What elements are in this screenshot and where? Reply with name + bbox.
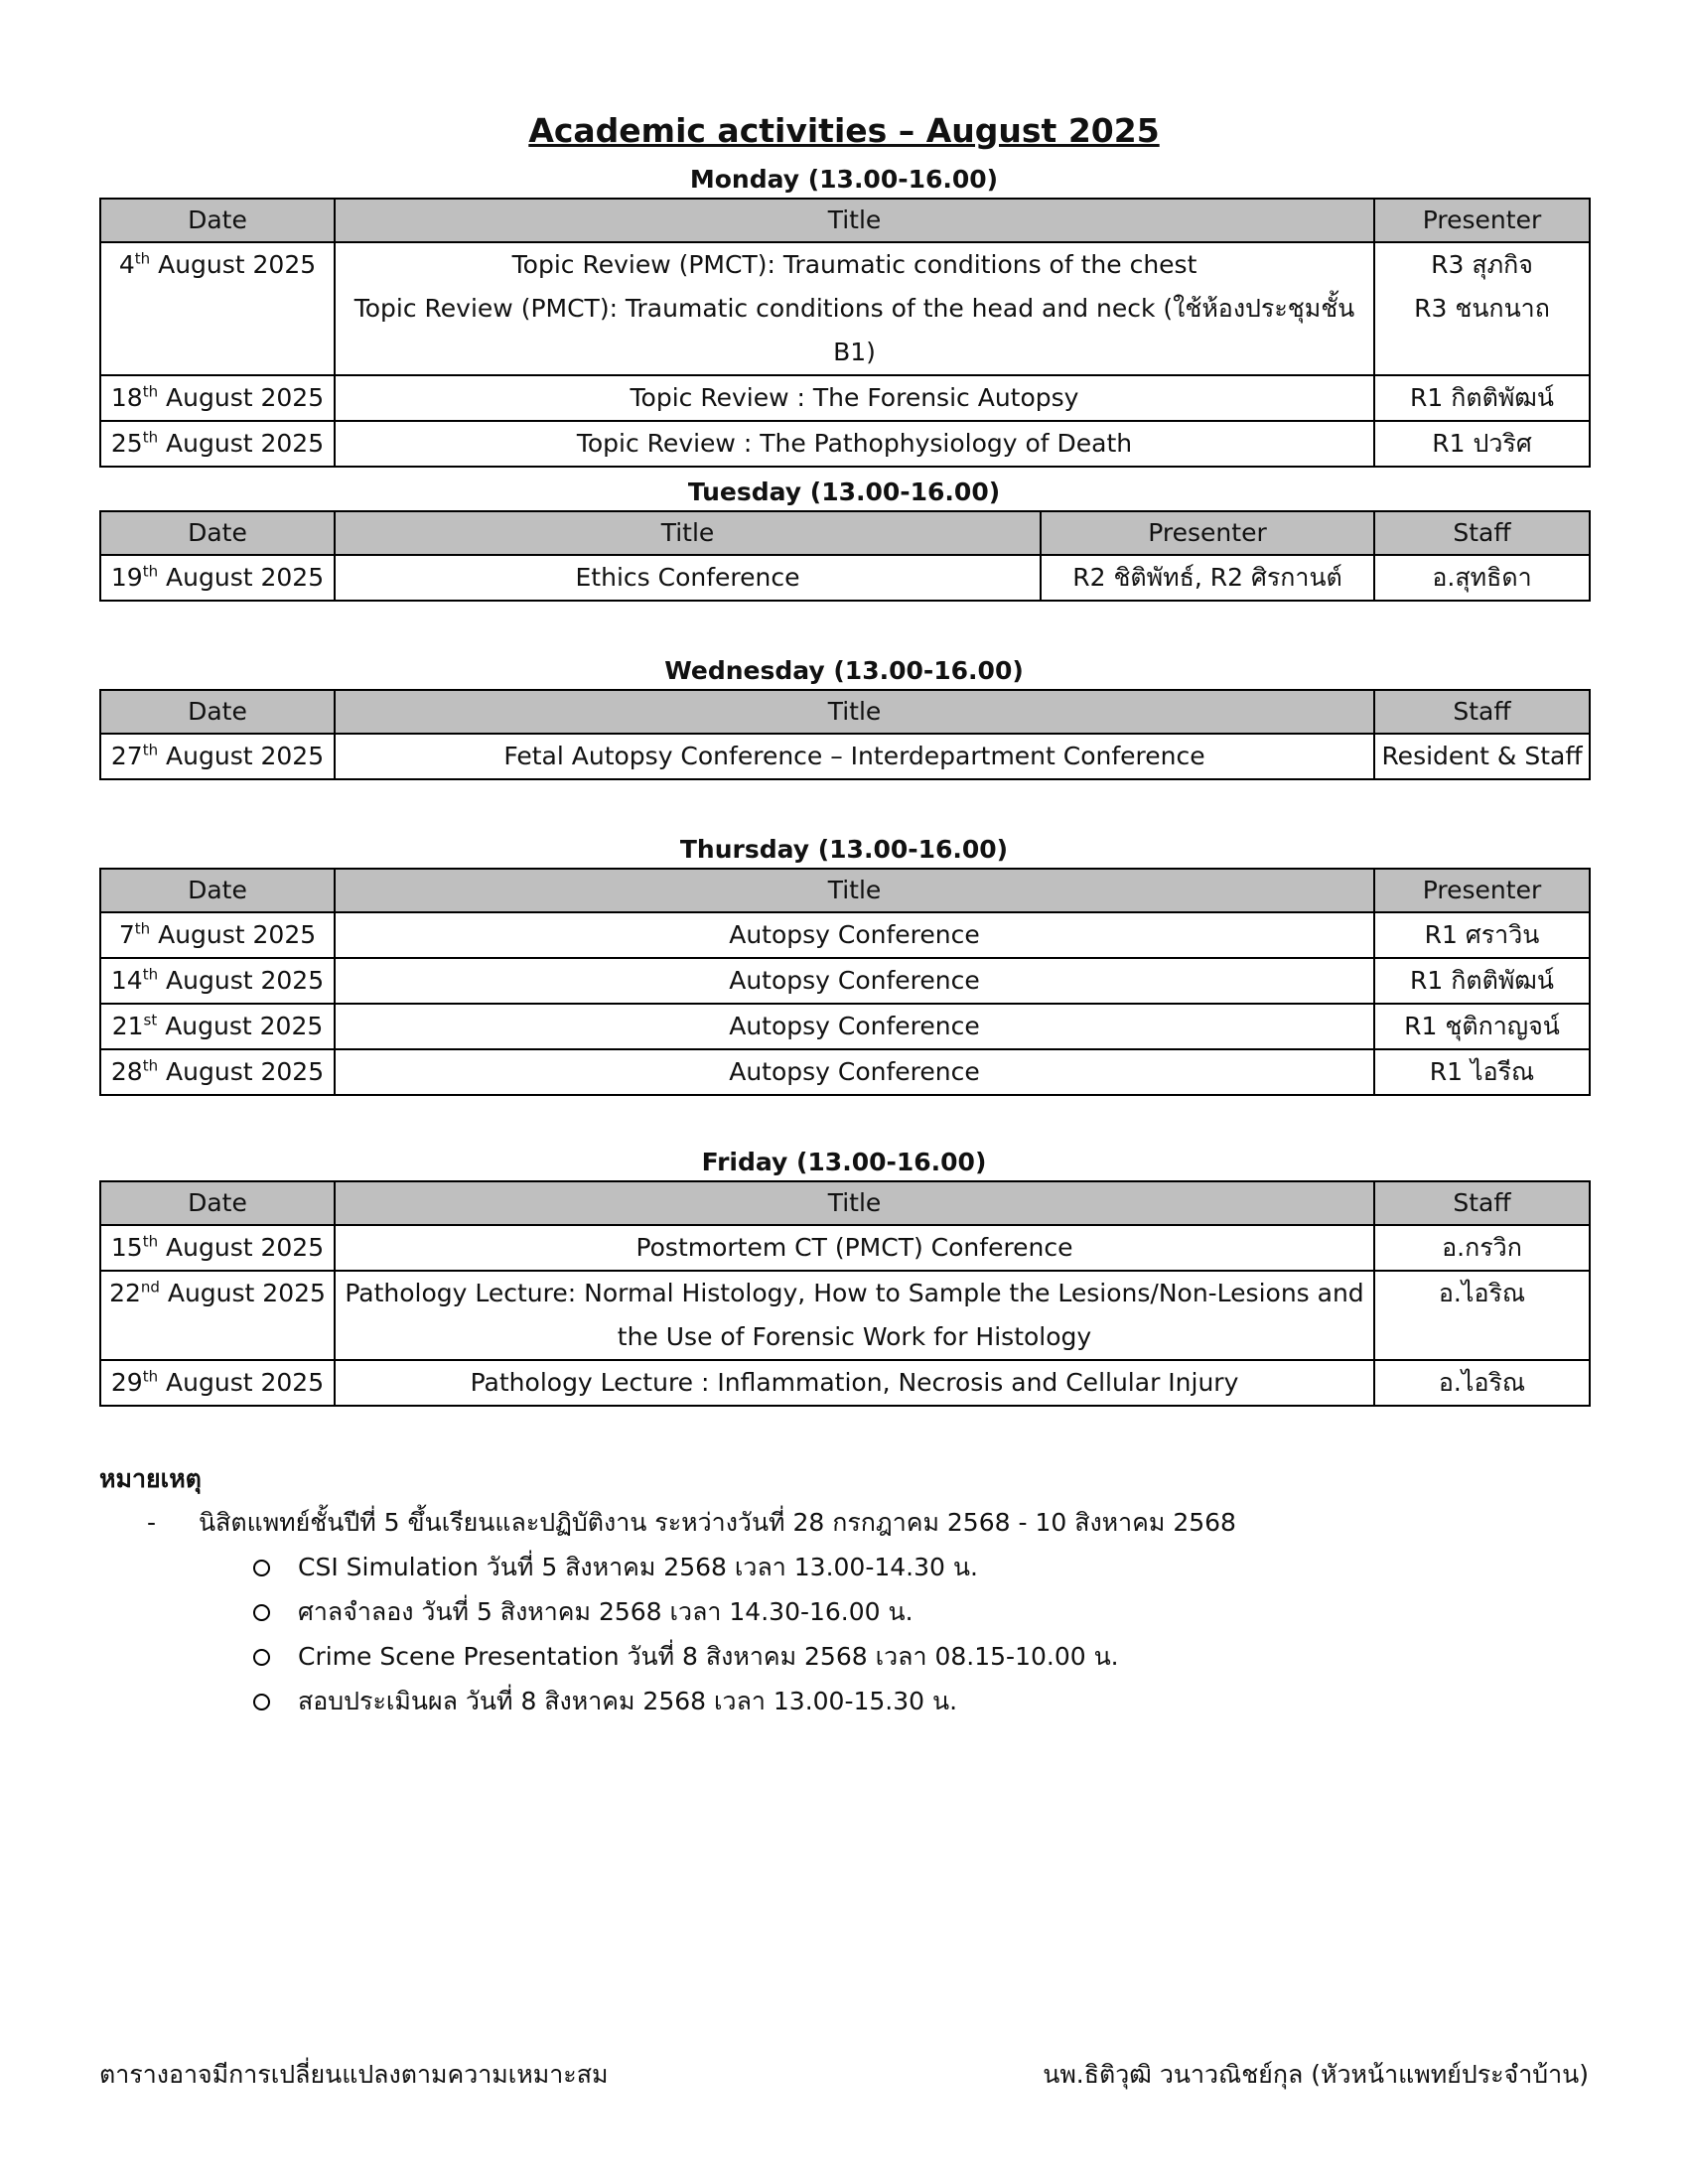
column-header-staff: Staff <box>1374 690 1590 734</box>
table-row <box>100 555 1590 601</box>
table-row <box>100 1049 1590 1095</box>
tuesday-table <box>99 510 1591 602</box>
circle-bullet-icon <box>253 1649 270 1666</box>
friday-section <box>99 1145 1589 1407</box>
note-sub-list <box>99 1545 1589 1723</box>
column-header-staff: Staff <box>1374 511 1590 555</box>
title-cell: Fetal Autopsy Conference – Interdepartment Conference <box>335 734 1374 779</box>
date-cell: 29th August 2025 <box>100 1360 335 1406</box>
column-header-title: Title <box>335 1181 1374 1225</box>
date-cell: 19th August 2025 <box>100 555 335 601</box>
staff-cell: อ.ไอริณ <box>1374 1360 1590 1406</box>
date-cell: 25th August 2025 <box>100 421 335 467</box>
presenter-cell: R1 ชุติกาญจน์ <box>1374 1004 1590 1049</box>
wednesday-heading: Wednesday (13.00-16.00) <box>664 656 1024 685</box>
title-cell: Autopsy Conference <box>335 958 1374 1004</box>
wednesday-section <box>99 653 1589 780</box>
thursday-heading: Thursday (13.00-16.00) <box>679 835 1009 864</box>
table-row <box>100 242 1590 375</box>
presenter-cell: R3 สุภกิจ R3 ชนกนาถ <box>1374 242 1590 375</box>
date-cell: 27th August 2025 <box>100 734 335 779</box>
date-cell: 4th August 2025 <box>100 242 335 375</box>
friday-table <box>99 1180 1591 1407</box>
title-cell: Topic Review (PMCT): Traumatic conditions of the chest Topic Review (PMCT): Traumatic conditions of the head and neck (ใช้ห้องประชุมชั้น B1) <box>335 242 1374 375</box>
table-row <box>100 912 1590 958</box>
staff-cell: Resident & Staff <box>1374 734 1590 779</box>
title-cell: Autopsy Conference <box>335 912 1374 958</box>
footer-note: ตารางอาจมีการเปลี่ยนแปลงตามความเหมาะสม <box>99 2060 609 2089</box>
thursday-section <box>99 832 1589 1096</box>
circle-bullet-icon <box>253 1694 270 1710</box>
note-main-item <box>99 1501 1589 1545</box>
title-cell: Pathology Lecture: Normal Histology, How to Sample the Lesions/Non-Lesions and the Use of Forensic Work for Histology <box>335 1271 1374 1360</box>
date-cell: 15th August 2025 <box>100 1225 335 1271</box>
column-header-title: Title <box>335 199 1374 242</box>
title-cell: Pathology Lecture : Inflammation, Necrosis and Cellular Injury <box>335 1360 1374 1406</box>
list-item: Crime Scene Presentation วันที่ 8 สิงหาคม 2568 เวลา 08.15-10.00 น. <box>99 1634 1589 1679</box>
column-header-presenter: Presenter <box>1374 199 1590 242</box>
staff-cell: อ.กรวิก <box>1374 1225 1590 1271</box>
date-cell: 28th August 2025 <box>100 1049 335 1095</box>
table-header-row <box>100 869 1590 912</box>
table-header-row <box>100 199 1590 242</box>
date-cell: 22nd August 2025 <box>100 1271 335 1360</box>
notes-heading: หมายเหตุ <box>99 1464 202 1493</box>
column-header-date: Date <box>100 199 335 242</box>
column-header-date: Date <box>100 690 335 734</box>
notes-section <box>99 1457 1589 1723</box>
monday-section <box>99 162 1589 468</box>
date-cell: 21st August 2025 <box>100 1004 335 1049</box>
dash-bullet: - <box>147 1508 157 1537</box>
column-header-presenter: Presenter <box>1041 511 1374 555</box>
thursday-table <box>99 868 1591 1096</box>
presenter-cell: R1 ไอรีณ <box>1374 1049 1590 1095</box>
date-cell: 18th August 2025 <box>100 375 335 421</box>
presenter-cell: R1 กิตติพัฒน์ <box>1374 958 1590 1004</box>
column-header-date: Date <box>100 869 335 912</box>
table-row <box>100 1360 1590 1406</box>
tuesday-heading: Tuesday (13.00-16.00) <box>687 478 1001 506</box>
title-cell: Ethics Conference <box>335 555 1041 601</box>
presenter-cell: R1 กิตติพัฒน์ <box>1374 375 1590 421</box>
staff-cell: อ.สุทธิดา <box>1374 555 1590 601</box>
table-row <box>100 1225 1590 1271</box>
list-item: CSI Simulation วันที่ 5 สิงหาคม 2568 เวลา 13.00-14.30 น. <box>99 1545 1589 1589</box>
presenter-cell: R1 ศราวิน <box>1374 912 1590 958</box>
title-cell: Topic Review : The Pathophysiology of Death <box>335 421 1374 467</box>
table-row <box>100 421 1590 467</box>
monday-heading: Monday (13.00-16.00) <box>689 165 999 194</box>
title-cell: Autopsy Conference <box>335 1004 1374 1049</box>
table-row <box>100 1004 1590 1049</box>
table-header-row <box>100 690 1590 734</box>
column-header-title: Title <box>335 869 1374 912</box>
table-row <box>100 734 1590 779</box>
date-cell: 7th August 2025 <box>100 912 335 958</box>
column-header-date: Date <box>100 511 335 555</box>
list-item: ศาลจำลอง วันที่ 5 สิงหาคม 2568 เวลา 14.30-16.00 น. <box>99 1589 1589 1634</box>
date-cell: 14th August 2025 <box>100 958 335 1004</box>
circle-bullet-icon <box>253 1560 270 1576</box>
footer-signature: นพ.ธิติวุฒิ วนาวณิชย์กุล (หัวหน้าแพทย์ประจำบ้าน) <box>1043 2060 1589 2089</box>
staff-cell: อ.ไอริณ <box>1374 1271 1590 1360</box>
title-cell: Topic Review : The Forensic Autopsy <box>335 375 1374 421</box>
wednesday-table <box>99 689 1591 780</box>
presenter-cell: R2 ชิติพัทธ์, R2 ศิรกานต์ <box>1041 555 1374 601</box>
table-header-row <box>100 1181 1590 1225</box>
table-row <box>100 958 1590 1004</box>
column-header-title: Title <box>335 690 1374 734</box>
column-header-staff: Staff <box>1374 1181 1590 1225</box>
tuesday-section <box>99 475 1589 602</box>
presenter-cell: R1 ปวริศ <box>1374 421 1590 467</box>
column-header-date: Date <box>100 1181 335 1225</box>
friday-heading: Friday (13.00-16.00) <box>701 1148 987 1176</box>
table-row <box>100 375 1590 421</box>
column-header-presenter: Presenter <box>1374 869 1590 912</box>
title-cell: Autopsy Conference <box>335 1049 1374 1095</box>
monday-table <box>99 198 1591 468</box>
note-main-text: นิสิตแพทย์ชั้นปีที่ 5 ขึ้นเรียนและปฏิบัติงาน ระหว่างวันที่ 28 กรกฎาคม 2568 - 10 สิงหาคม 2568 <box>199 1508 1236 1537</box>
table-row <box>100 1271 1590 1360</box>
title-cell: Postmortem CT (PMCT) Conference <box>335 1225 1374 1271</box>
page-title: Academic activities – August 2025 <box>528 111 1160 150</box>
list-item: สอบประเมินผล วันที่ 8 สิงหาคม 2568 เวลา 13.00-15.30 น. <box>99 1679 1589 1723</box>
column-header-title: Title <box>335 511 1041 555</box>
table-header-row <box>100 511 1590 555</box>
circle-bullet-icon <box>253 1604 270 1621</box>
